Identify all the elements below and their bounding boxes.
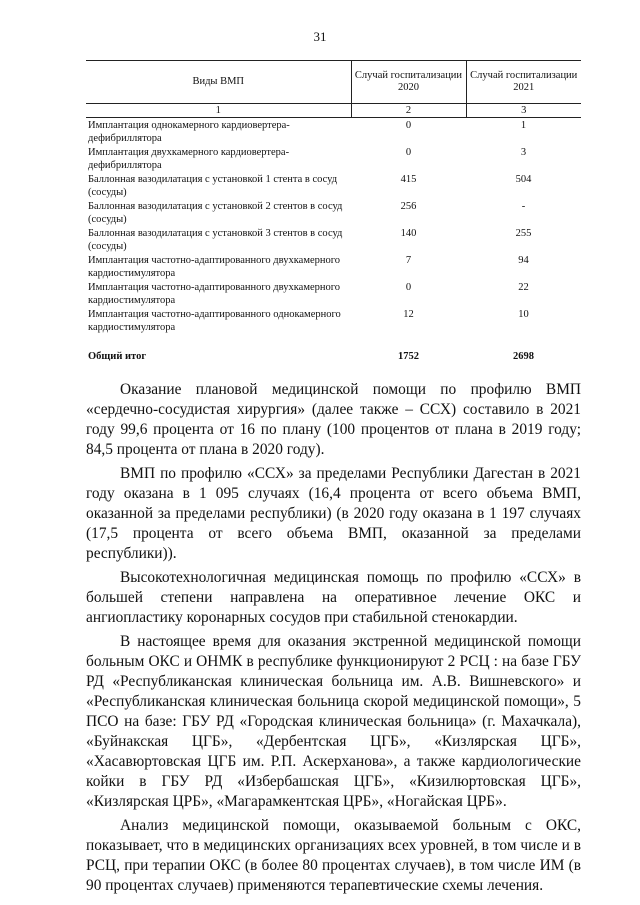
table-row [86,145,581,172]
row-value-2020: 0 [405,282,412,293]
table-row [86,226,581,253]
row-name: Баллонная вазодилатация с установкой 3 стентов в сосуд (сосуды) [88,228,343,252]
row-value-2021: 3 [520,147,527,158]
table-row [86,307,581,334]
total-label: Общий итог [88,351,147,362]
table-row [86,199,581,226]
total-value-2020: 1752 [398,351,419,362]
row-value-2020: 7 [405,255,412,266]
paragraph: Анализ медицинской помощи, оказываемой больным с ОКС, показывает, что в медицинских организациях всех уровней, в том числе и в РСЦ, при терапии ОКС (в более 80 процентах случаев), в том числе ИМ (в 90 процентах случаев) применяются терапевтические схемы лечения. [86,817,581,894]
row-name: Имплантация частотно-адаптированного двухкамерного кардиостимулятора [88,282,341,306]
row-name: Имплантация двухкамерного кардиовертера-дефибриллятора [88,147,290,171]
paragraph: Оказание плановой медицинской помощи по профилю ВМП «сердечно-сосудистая хирургия» (далее также – ССХ) составило в 2021 году 99,6 процента от 16 по плану (100 процентов от плана в 2019 году; 84,5 процента от плана в 2020 году). [86,381,581,458]
row-value-2021: 255 [515,228,532,239]
header-vmp-types: Виды ВМП [86,61,351,104]
paragraph: В настоящее время для оказания экстренной медицинской помощи больным ОКС и ОНМК в республике функционируют 2 РСЦ : на базе ГБУ РД «Республиканская клиническая больница им. А.В. Вишневского» и «Республиканская клиническая больница скорой медицинской помощи», 5 ПСО на базе: ГБУ РД «Городская клиническая больница» (г. Махачкала), «Буйнакская ЦГБ», «Дербентская ЦГБ», «Кизлярская ЦГБ», «Хасавюртовская ЦГБ им. Р.П. Аскерханова», а также кардиологические койки в ГБУ РД «Избербашская ЦГБ», «Кизилюртовская ЦГБ», «Кизлярская ЦРБ», «Магарамкентская ЦРБ», «Ногайская ЦРБ». [86,633,581,810]
paragraph: Высокотехнологичная медицинская помощь по профилю «ССХ» в большей степени направлена на оперативное лечение ОКС и ангиопластику коронарных сосудов при стабильной стенокардии. [86,569,581,626]
table-row [86,253,581,280]
table-total-row [86,334,581,366]
row-name: Имплантация частотно-адаптированного однокамерного кардиостимулятора [88,309,341,333]
table-header-row [86,61,581,104]
row-value-2020: 0 [405,120,412,131]
header-2021: Случай госпитализации 2021 [466,61,581,104]
table-row [86,118,581,146]
column-number: 1 [86,104,351,118]
table-row [86,280,581,307]
row-value-2020: 140 [400,228,417,239]
row-name: Баллонная вазодилатация с установкой 2 стентов в сосуд (сосуды) [88,201,343,225]
page-number: 31 [313,29,327,44]
row-name: Имплантация однокамерного кардиовертера-дефибриллятора [88,120,290,144]
body-text [86,380,581,900]
row-value-2021: 504 [515,174,532,185]
column-number-row [86,104,581,118]
row-value-2020: 415 [400,174,417,185]
row-value-2021: 94 [518,255,529,266]
column-number: 2 [351,104,466,118]
table-row [86,172,581,199]
row-value-2020: 12 [403,309,414,320]
total-value-2021: 2698 [513,351,534,362]
row-value-2021: - [521,201,526,212]
header-2020: Случай госпитализации 2020 [351,61,466,104]
vmp-hospitalization-table [86,60,581,366]
column-number: 3 [466,104,581,118]
row-name: Баллонная вазодилатация с установкой 1 стента в сосуд (сосуды) [88,174,338,198]
paragraph: ВМП по профилю «ССХ» за пределами Республики Дагестан в 2021 году оказана в 1 095 случаях (16,4 процента от всего объема ВМП, оказанной за пределами республики) (в 2020 году оказана в 1 197 случаях (17,5 процента от всего объема ВМП, оказанной за пределами республики)). [86,465,581,562]
row-value-2021: 22 [518,282,529,293]
row-value-2020: 0 [405,147,412,158]
row-name: Имплантация частотно-адаптированного двухкамерного кардиостимулятора [88,255,341,279]
row-value-2021: 1 [520,120,527,131]
row-value-2020: 256 [400,201,417,212]
row-value-2021: 10 [518,309,529,320]
